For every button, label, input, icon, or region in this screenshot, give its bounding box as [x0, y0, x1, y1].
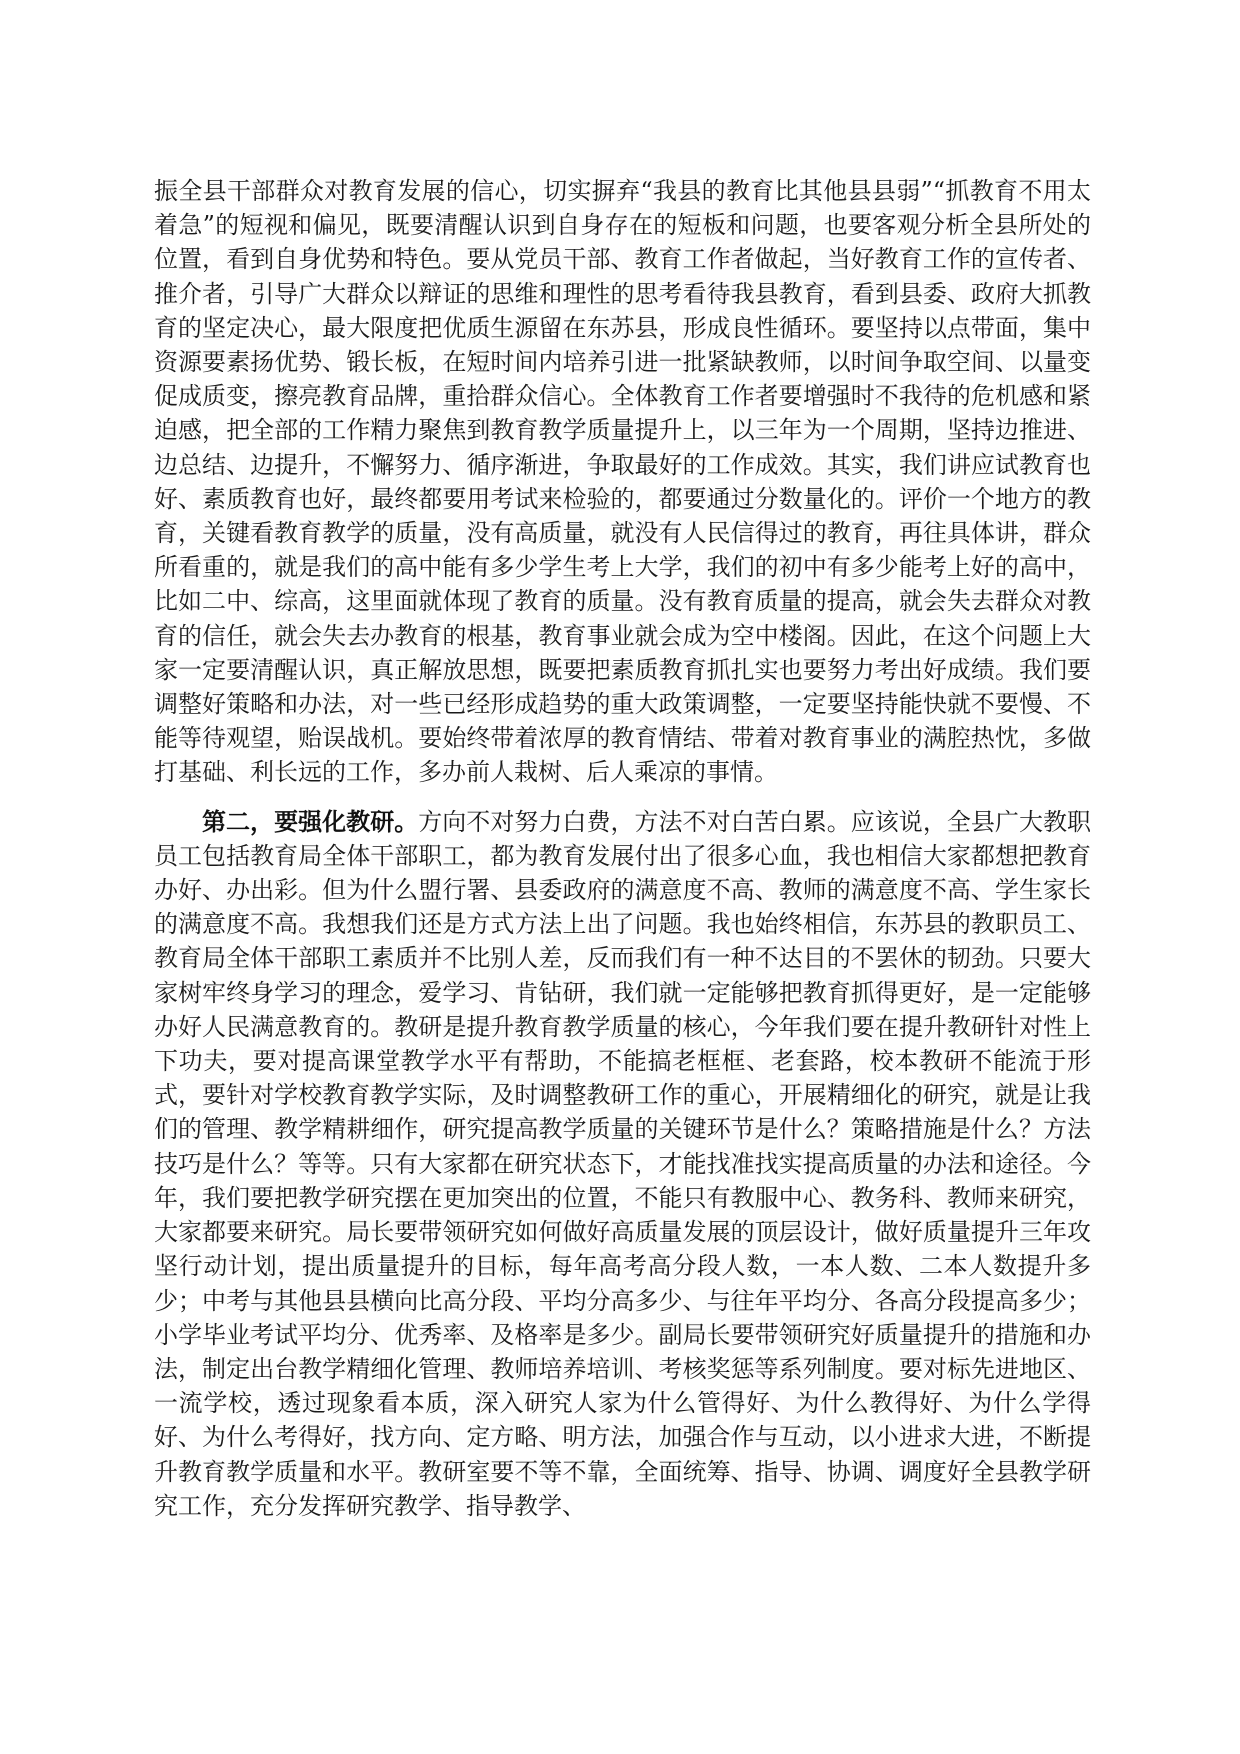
paragraph-1 — [154, 174, 1091, 790]
paragraph-2-text: 方向不对努力白费，方法不对白苦白累。应该说，全县广大教职员工包括教育局全体干部职工，都为教育发展付出了很多心血，我也相信大家都想把教育办好、办出彩。但为什么盟行署、县委政府的满意度不高、教师的满意度不高、学生家长的满意度不高。我想我们还是方式方法上出了问题。我也始终相信，东苏县的教职员工、教育局全体干部职工素质并不比别人差，反而我们有一种不达目的不罢休的韧劲。只要大家树牢终身学习的理念，爱学习、肯钻研，我们就一定能够把教育抓得更好，是一定能够办好人民满意教育的。教研是提升教育教学质量的核心，今年我们要在提升教研针对性上下功夫，要对提高课堂教学水平有帮助，不能搞老框框、老套路，校本教研不能流于形式，要针对学校教育教学实际，及时调整教研工作的重心，开展精细化的研究，就是让我们的管理、教学精耕细作，研究提高教学质量的关键环节是什么？策略措施是什么？方法技巧是什么？等等。只有大家都在研究状态下，才能找准找实提高质量的办法和途径。今年，我们要把教学研究摆在更加突出的位置，不能只有教服中心、教务科、教师来研究，大家都要来研究。局长要带领研究如何做好高质量发展的顶层设计，做好质量提升三年攻坚行动计划，提出质量提升的目标，每年高考高分段人数，一本人数、二本人数提升多少；中考与其他县县横向比高分段、平均分高多少、与往年平均分、各高分段提高多少；小学毕业考试平均分、优秀率、及格率是多少。副局长要带领研究好质量提升的措施和办法，制定出台教学精细化管理、教师培养培训、考核奖惩等系列制度。要对标先进地区、一流学校，透过现象看本质，深入研究人家为什么管得好、为什么教得好、为什么学得好、为什么考得好，找方向、定方略、明方法，加强合作与互动，以小进求大进，不断提升教育教学质量和水平。教研室要不等不靠，全面统筹、指导、协调、调度好全县教学研究工作，充分发挥研究教学、指导教学、 — [154, 807, 1091, 1520]
paragraph-2 — [154, 805, 1091, 1523]
document-page — [154, 174, 1091, 1523]
paragraph-2-heading: 第二，要强化教研。 — [202, 806, 419, 836]
paragraph-1-text: 振全县干部群众对教育发展的信心，切实摒弃“我县的教育比其他县县弱”“抓教育不用太着急”的短视和偏见，既要清醒认识到自身存在的短板和问题，也要客观分析全县所处的位置，看到自身优势和特色。要从党员干部、教育工作者做起，当好教育工作的宣传者、推介者，引导广大群众以辩证的思维和理性的思考看待我县教育，看到县委、政府大抓教育的坚定决心，最大限度把优质生源留在东苏县，形成良性循环。要坚持以点带面，集中资源要素扬优势、锻长板，在短时间内培养引进一批紧缺教师，以时间争取空间、以量变促成质变，擦亮教育品牌，重拾群众信心。全体教育工作者要增强时不我待的危机感和紧迫感，把全部的工作精力聚焦到教育教学质量提升上，以三年为一个周期，坚持边推进、边总结、边提升，不懈努力、循序渐进，争取最好的工作成效。其实，我们讲应试教育也好、素质教育也好，最终都要用考试来检验的，都要通过分数量化的。评价一个地方的教育，关键看教育教学的质量，没有高质量，就没有人民信得过的教育，再往具体讲，群众所看重的，就是我们的高中能有多少学生考上大学，我们的初中有多少能考上好的高中，比如二中、综高，这里面就体现了教育的质量。没有教育质量的提高，就会失去群众对教育的信任，就会失去办教育的根基，教育事业就会成为空中楼阁。因此，在这个问题上大家一定要清醒认识，真正解放思想，既要把素质教育抓扎实也要努力考出好成绩。我们要调整好策略和办法，对一些已经形成趋势的重大政策调整，一定要坚持能快就不要慢、不能等待观望，贻误战机。要始终带着浓厚的教育情结、带着对教育事业的满腔热忱，多做打基础、利长远的工作，多办前人栽树、后人乘凉的事情。 — [154, 177, 1091, 787]
